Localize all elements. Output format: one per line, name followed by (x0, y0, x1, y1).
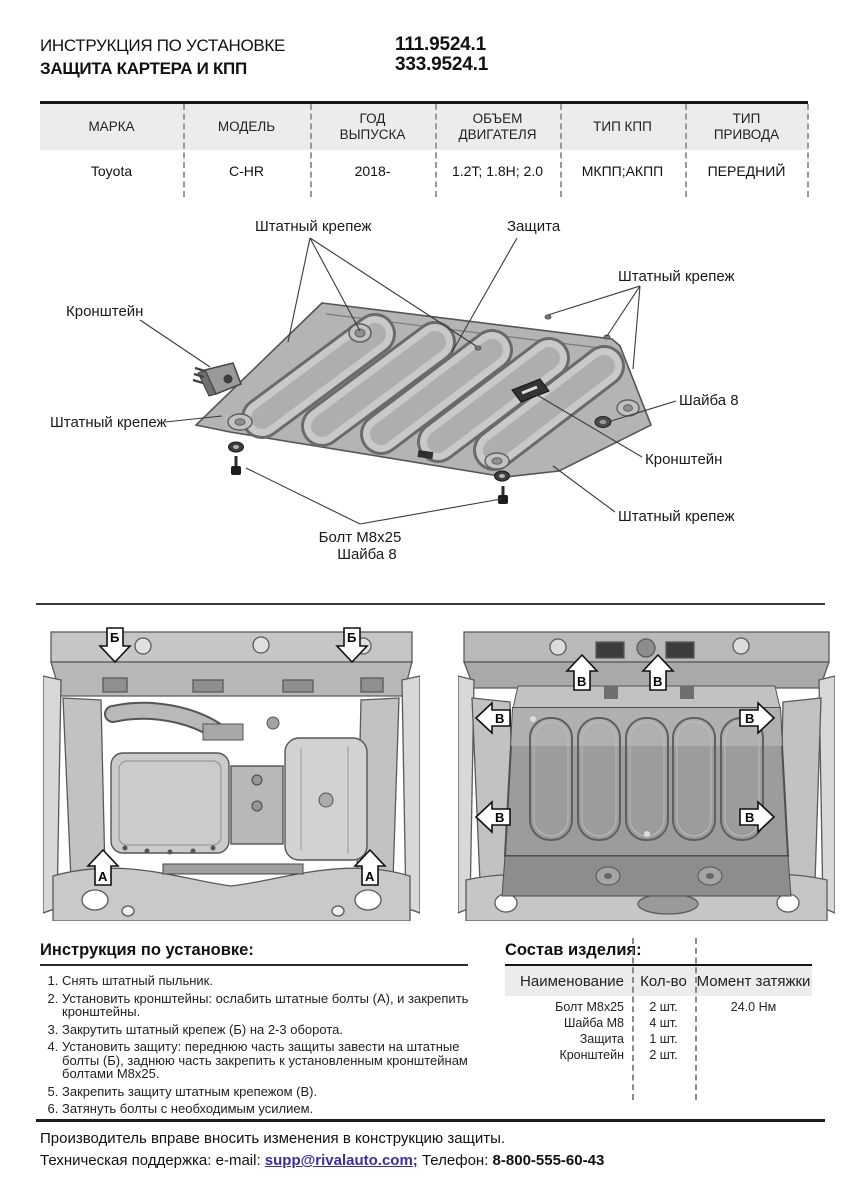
parts-col-qty: Кол-во (640, 972, 687, 990)
parts-row: Болт М8х25 2 шт. 24.0 Нм (555, 1000, 777, 1014)
svg-text:В: В (577, 674, 587, 689)
svg-text:В: В (745, 810, 755, 825)
vehicle-model: C-HR (229, 163, 264, 179)
svg-text:В: В (495, 810, 505, 825)
instructions-list (40, 974, 472, 1120)
washer-bolt-right (495, 471, 510, 504)
instruction-step: 2. Установить кронштейны: ослабить штатные болты (А), и закрепить кронштейны. (62, 992, 472, 1019)
label-washer8-bottom: Шайба 8 (337, 546, 397, 563)
support-phone: 8-800-555-60-43 (492, 1152, 605, 1169)
vehicle-col-brand: МАРКА (88, 119, 135, 134)
label-stock-fastener-topleft: Штатный крепеж (255, 218, 372, 235)
vehicle-table-separator (435, 104, 437, 197)
vehicle-engine: 1.2T; 1.8H; 2.0 (451, 163, 544, 179)
label-bracket-left: Кронштейн (66, 303, 144, 320)
vehicle-table-separator (310, 104, 312, 197)
label-washer8-right: Шайба 8 (679, 392, 739, 409)
label-stock-fastener-bottomright: Штатный крепеж (618, 508, 735, 525)
instructions-title: Инструкция по установке: (40, 941, 468, 966)
shield-plate-drawing (196, 303, 651, 477)
washer8-part (595, 417, 611, 428)
vehicle-col-model: МОДЕЛЬ (217, 119, 276, 134)
photo-underbody-before (43, 618, 420, 921)
vehicle-col-drive: ТИП ПРИВОДА (713, 111, 780, 142)
instruction-step: 4. Установить защиту: переднюю часть защиты завести на штатные болты (Б), заднюю часть закрепить к установленным кронштейнам болтами М8х25. (62, 1040, 472, 1081)
exploded-view-diagram (0, 200, 848, 605)
footer-disclaimer: Производитель вправе вносить изменения в конструкцию защиты. (40, 1130, 506, 1147)
washer-bolt-left (229, 442, 244, 475)
parts-table-header (505, 966, 812, 996)
parts-row: Защита 1 шт. (579, 1032, 678, 1046)
vehicle-gearbox: МКПП;АКПП (581, 163, 664, 179)
parts-title: Состав изделия: (505, 941, 642, 959)
part-number-2: 333.9524.1 (395, 54, 489, 75)
phone-label: Телефон: (421, 1152, 489, 1169)
parts-row: Кронштейн 2 шт. (559, 1048, 678, 1062)
vehicle-col-gearbox: ТИП КПП (593, 119, 652, 134)
support-email-link[interactable]: supp@rivalauto.com (264, 1152, 413, 1169)
instruction-step: 6. Затянуть болты с необходимым усилием. (62, 1102, 472, 1116)
svg-text:В: В (495, 711, 505, 726)
vehicle-table-separator (560, 104, 562, 197)
instruction-step: 5. Закрепить защиту штатным крепежом (В). (62, 1085, 472, 1099)
support-email-suffix: ; (412, 1152, 418, 1169)
parts-table-rows (505, 999, 812, 1063)
svg-text:В: В (653, 674, 663, 689)
parts-table-separator (632, 938, 634, 1100)
doc-type-title: ИНСТРУКЦИЯ ПО УСТАНОВКЕ (40, 36, 286, 55)
svg-text:А: А (98, 869, 108, 884)
label-bracket-right: Кронштейн (645, 451, 723, 468)
footer-rule (36, 1119, 825, 1122)
footer-support (40, 1152, 604, 1169)
svg-text:Б: Б (110, 630, 120, 645)
instruction-step: 3. Закрутить штатный крепеж (Б) на 2-3 оборота. (62, 1023, 472, 1037)
product-title: ЗАЩИТА КАРТЕРА И КПП (40, 59, 247, 78)
part-numbers (395, 35, 488, 75)
section-divider (36, 603, 825, 605)
vehicle-brand: Toyota (90, 163, 133, 179)
vehicle-table-header (40, 104, 808, 150)
label-shield: Защита (507, 218, 561, 235)
svg-text:А: А (365, 869, 375, 884)
support-label: Техническая поддержка: e-mail: (40, 1152, 261, 1169)
part-number-1: 111.9524.1 (395, 34, 486, 55)
label-stock-fastener-left: Штатный крепеж (50, 414, 167, 431)
photo-underbody-after (458, 618, 835, 921)
vehicle-table-separator (183, 104, 185, 197)
document-header (40, 36, 285, 79)
vehicle-col-engine: ОБЪЕМ ДВИГАТЕЛЯ (458, 111, 537, 142)
parts-table-separator (695, 938, 697, 1100)
vehicle-table-separator (807, 104, 809, 197)
parts-col-name: Наименование (520, 972, 624, 990)
vehicle-table-row (40, 150, 808, 192)
svg-text:В: В (745, 711, 755, 726)
parts-row: Шайба М8 4 шт. (563, 1016, 678, 1030)
vehicle-table-separator (685, 104, 687, 197)
vehicle-drive: ПЕРЕДНИЙ (707, 163, 786, 179)
label-stock-fastener-right: Штатный крепеж (618, 268, 735, 285)
instruction-step: 1. Снять штатный пыльник. (62, 974, 472, 988)
svg-text:Б: Б (347, 630, 357, 645)
parts-col-torque: Момент затяжки (696, 972, 811, 990)
vehicle-year: 2018- (354, 163, 391, 179)
label-bolt-m8x25: Болт М8х25 (318, 529, 402, 546)
vehicle-col-year: ГОД ВЫПУСКА (339, 111, 406, 142)
